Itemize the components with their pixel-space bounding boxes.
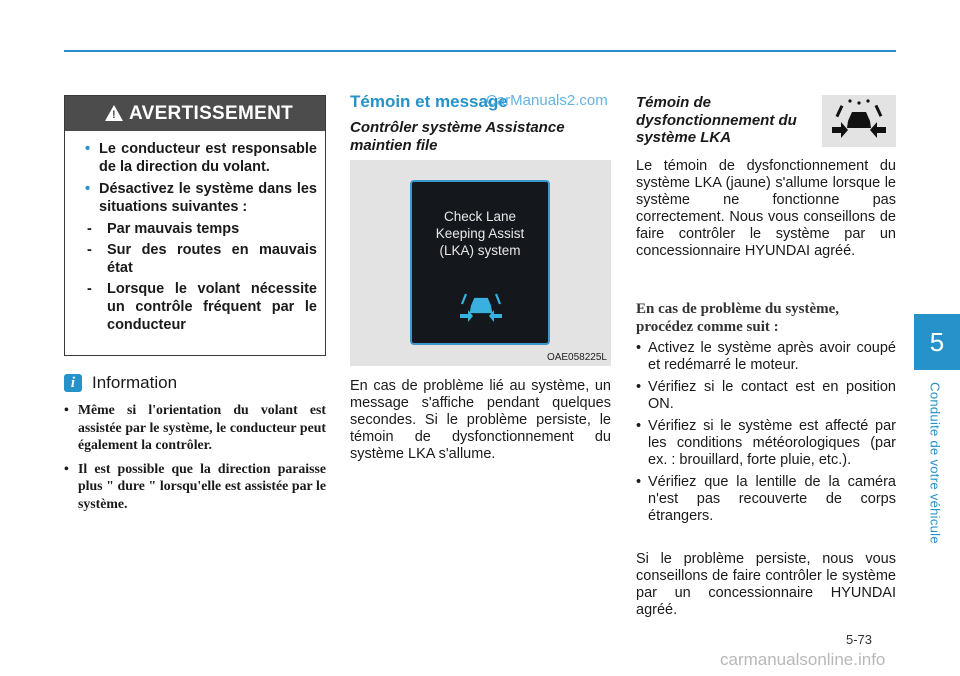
information-title: Information: [92, 373, 178, 392]
warning-subitem: - Par mauvais temps: [87, 221, 240, 237]
troubleshoot-list: [636, 340, 896, 530]
section-title: Témoin et message: [350, 92, 508, 111]
information-icon: i: [64, 374, 82, 392]
list-item: • Vérifiez si le contact est en position ON.: [636, 379, 896, 412]
warning-box: [64, 95, 326, 356]
information-item: • Même si l'orientation du volant est assistée par le système, le conducteur peut également la contrôler.: [64, 402, 326, 452]
warning-item: • Le conducteur est responsable de la direction du volant.: [85, 141, 317, 175]
cluster-display: [410, 180, 550, 345]
chapter-title: Conduite de votre véhicule: [927, 382, 943, 544]
lka-warning-icon: [822, 95, 896, 147]
watermark: CarManuals2.com: [486, 92, 608, 109]
malfunction-title: Témoin de dysfonctionnement du système LKA: [636, 94, 797, 146]
cluster-message-text: Check Lane Keeping Assist (LKA) system: [435, 209, 525, 258]
information-item: • Il est possible que la direction paraisse plus " dure " lorsqu'elle est assistée par le système.: [64, 460, 326, 511]
bullet-icon: •: [85, 181, 91, 197]
page-number: 5-73: [846, 632, 873, 647]
bullet-icon: •: [85, 141, 91, 157]
warning-subitem: - Sur des routes en mauvais état: [87, 242, 317, 276]
malfunction-body: Le témoin de dysfonctionnement du système LKA (jaune) s'allume lorsque le système ne fonctionne pas correctement. Nous vous conseillons de faire contrôler le système par un concessionnaire HYUNDAI agréé.: [636, 158, 896, 259]
lka-car-icon: [458, 290, 504, 324]
section-body: En cas de problème lié au système, un message s'affiche pendant quelques secondes. Si le problème persiste, le témoin de dysfonctionnement du système LKA s'allume.: [350, 378, 611, 462]
information-body: [64, 401, 326, 518]
bullet-icon: •: [636, 379, 642, 395]
exclamation-icon: !: [112, 109, 116, 121]
bullet-icon: •: [64, 402, 69, 417]
list-item: • Activez le système après avoir coupé et redémarré le moteur.: [636, 340, 896, 373]
warning-subitem: - Lorsque le volant nécessite un contrôle fréquent par le conducteur: [87, 281, 317, 333]
bullet-icon: •: [636, 474, 642, 490]
image-code: OAE058225L: [546, 352, 607, 363]
bullet-icon: •: [636, 418, 642, 434]
cluster-message-illustration: [350, 160, 611, 366]
list-item: • Vérifiez si le système est affecté par les conditions météorologiques (par ex. : brouillard, forte pluie, etc.).: [636, 418, 896, 468]
bullet-icon: •: [64, 460, 69, 476]
chapter-number-tab[interactable]: 5: [914, 314, 960, 370]
footer-watermark: carmanualsonline.info: [720, 650, 886, 669]
section-subtitle: Contrôler système Assistance maintien file: [350, 119, 565, 154]
closing-paragraph: Si le problème persiste, nous vous conseillons de faire contrôler le système par un concessionnaire HYUNDAI agréé.: [636, 551, 896, 618]
chapter-title-tab: [924, 378, 946, 548]
lka-malfunction-indicator: [822, 95, 896, 147]
warning-header: [65, 96, 325, 131]
warning-item: • Désactivez le système dans les situations suivantes :: [85, 181, 317, 215]
header-rule: [64, 50, 896, 52]
troubleshoot-heading: En cas de problème du système, procédez comme suit :: [636, 301, 840, 335]
list-item: • Vérifiez que la lentille de la caméra n'est pas recouverte de corps étrangers.: [636, 474, 896, 524]
warning-body: [85, 140, 317, 337]
warning-title: AVERTISSEMENT: [129, 103, 294, 124]
bullet-icon: •: [636, 340, 642, 356]
